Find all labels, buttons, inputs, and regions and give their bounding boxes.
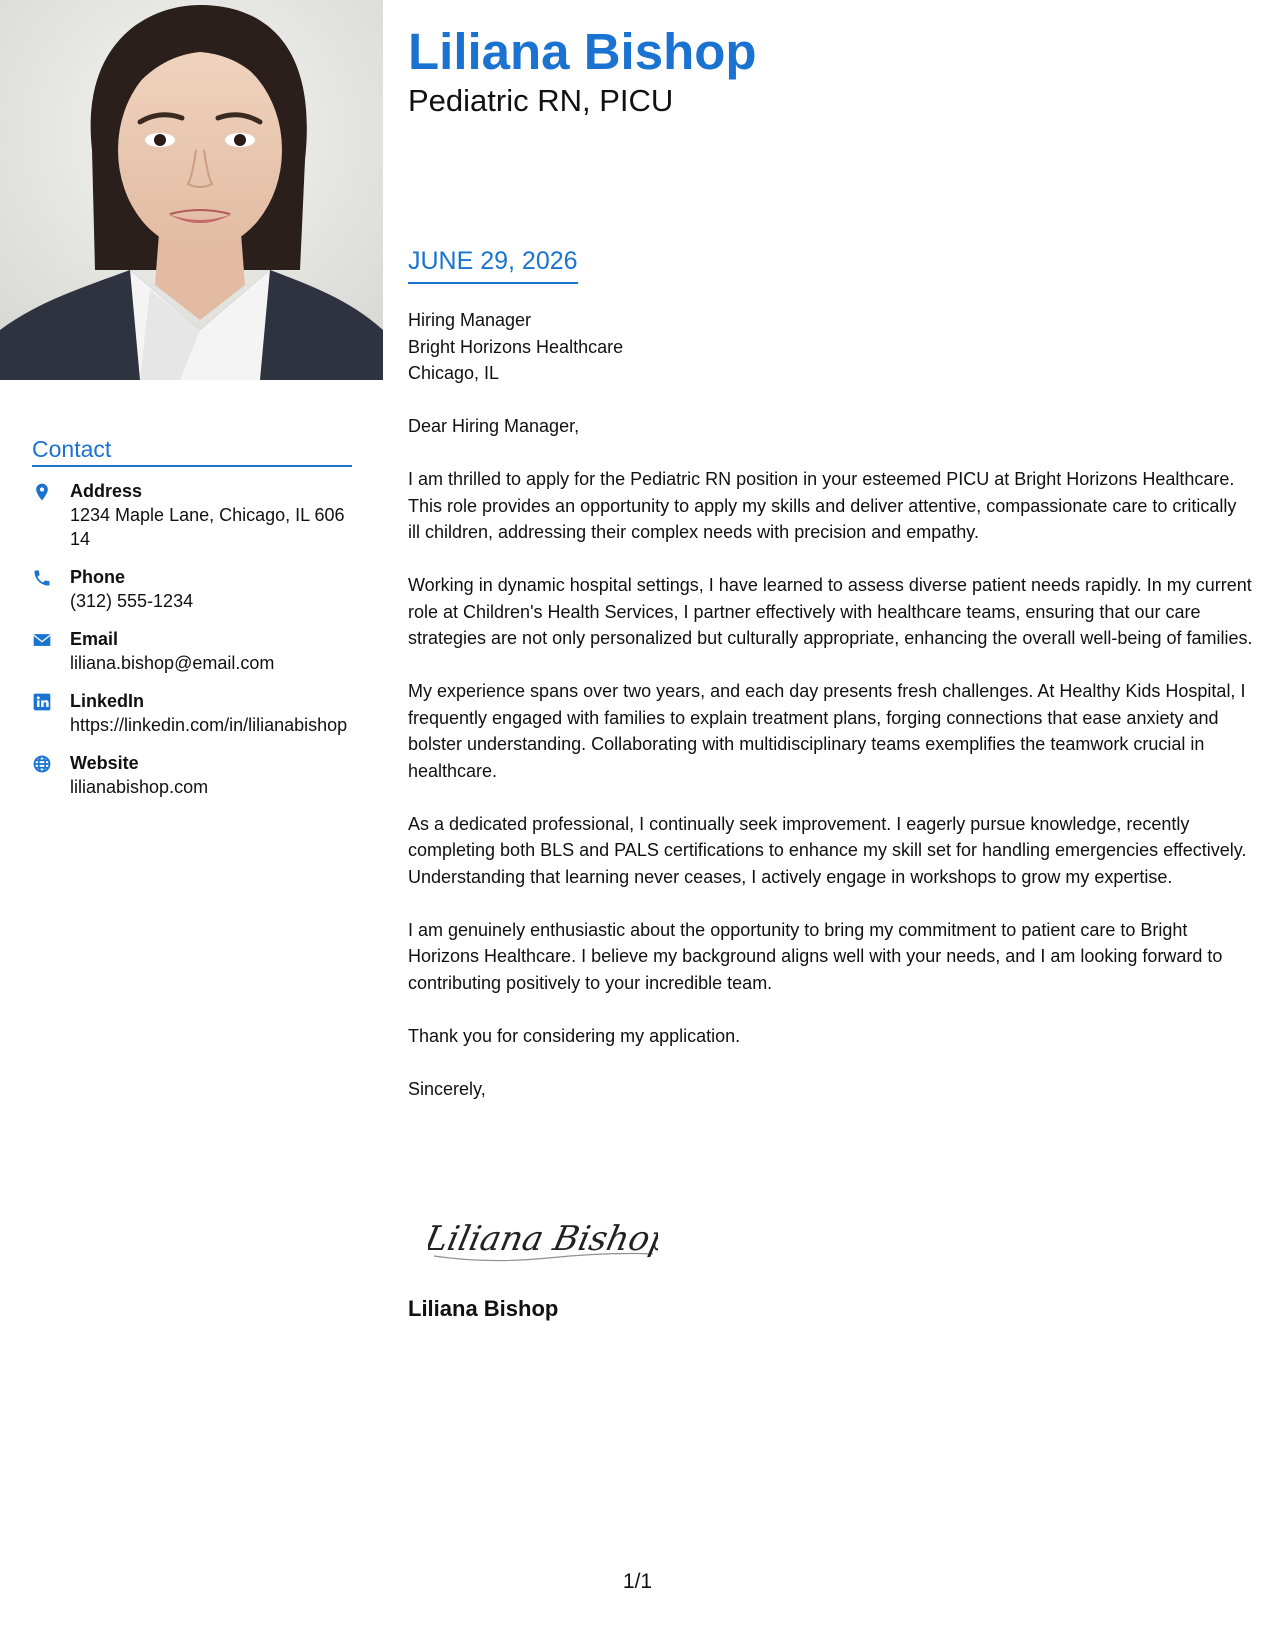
body-paragraph: Thank you for considering my application. bbox=[408, 1025, 741, 1046]
recipient-line: Bright Horizons Healthcare bbox=[408, 336, 624, 357]
linkedin-label: LinkedIn bbox=[70, 691, 145, 711]
recipient-block bbox=[408, 307, 1253, 387]
letter-body bbox=[408, 307, 1253, 1129]
globe-icon bbox=[32, 751, 70, 774]
body-paragraph: My experience spans over two years, and each day presents fresh challenges. At Healthy Kids Hospital, I frequently engaged with families to explain treatment plans, forging connections that ease anxiety and bolster understanding. Collaborating with multidisciplinary teams exemplifies the teamwork crucial in healthcare. bbox=[408, 681, 1246, 781]
salutation: Dear Hiring Manager, bbox=[408, 416, 580, 436]
email-label: Email bbox=[70, 629, 119, 649]
body-paragraph: Working in dynamic hospital settings, I have learned to assess diverse patient needs rapidly. In my current role at Children's Health Services, I partner effectively with healthcare teams, ensuring that our care strategies are not only personalized but culturally appropriate, enhancing the overall well-being of families. bbox=[408, 575, 1253, 648]
contact-linkedin bbox=[32, 689, 352, 737]
map-pin-icon bbox=[32, 479, 70, 502]
signer-name: Liliana Bishop bbox=[408, 1296, 559, 1321]
body-paragraph: As a dedicated professional, I continually seek improvement. I eagerly pursue knowledge, recently completing both BLS and PALS certifications to enhance my skill set for handling emergencies effectively. Understanding that learning never ceases, I actively engage in workshops to grow my expertise. bbox=[408, 813, 1247, 887]
linkedin-icon bbox=[32, 689, 70, 712]
contact-email bbox=[32, 627, 352, 675]
envelope-icon bbox=[32, 627, 70, 650]
svg-text:Liliana Bishop: Liliana Bishop bbox=[428, 1219, 658, 1259]
contact-section-title: Contact bbox=[32, 436, 352, 467]
address-value: 1234 Maple Lane, Chicago, IL 60614 bbox=[70, 505, 345, 549]
contact-address bbox=[32, 479, 352, 551]
recipient-line: Chicago, IL bbox=[408, 363, 500, 383]
applicant-name: Liliana Bishop bbox=[408, 23, 757, 80]
body-paragraph: I am thrilled to apply for the Pediatric RN position in your esteemed PICU at Bright Horizons Healthcare. This role provides an opportunity to apply my skills and deliver attentive, compassionate care to critically ill children, addressing their complex needs with precision and empathy. bbox=[408, 469, 1237, 542]
recipient-line: Hiring Manager bbox=[408, 310, 532, 330]
letter-date: JUNE 29, 2026 bbox=[408, 247, 578, 284]
profile-photo bbox=[0, 0, 383, 380]
website-value[interactable]: lilianabishop.com bbox=[70, 777, 209, 797]
phone-icon bbox=[32, 565, 70, 588]
phone-label: Phone bbox=[70, 567, 126, 587]
website-label: Website bbox=[70, 753, 139, 773]
linkedin-value[interactable]: https://linkedin.com/in/lilianabishop bbox=[70, 715, 348, 735]
email-value[interactable]: liliana.bishop@email.com bbox=[70, 653, 275, 673]
phone-value[interactable]: (312) 555-1234 bbox=[70, 591, 194, 611]
address-label: Address bbox=[70, 481, 143, 501]
letter-header bbox=[408, 22, 1253, 120]
contact-sidebar bbox=[32, 436, 352, 813]
contact-website bbox=[32, 751, 352, 799]
applicant-title: Pediatric RN, PICU bbox=[408, 83, 674, 118]
page-number: 1/1 bbox=[622, 1570, 653, 1593]
body-paragraph: I am genuinely enthusiastic about the opportunity to bring my commitment to patient care to Bright Horizons Healthcare. I believe my background aligns well with your needs, and I am looking forward to contributing positively to your incredible team. bbox=[408, 919, 1223, 993]
closing: Sincerely, bbox=[408, 1078, 486, 1099]
contact-phone bbox=[32, 565, 352, 613]
signature-image bbox=[428, 1208, 658, 1273]
